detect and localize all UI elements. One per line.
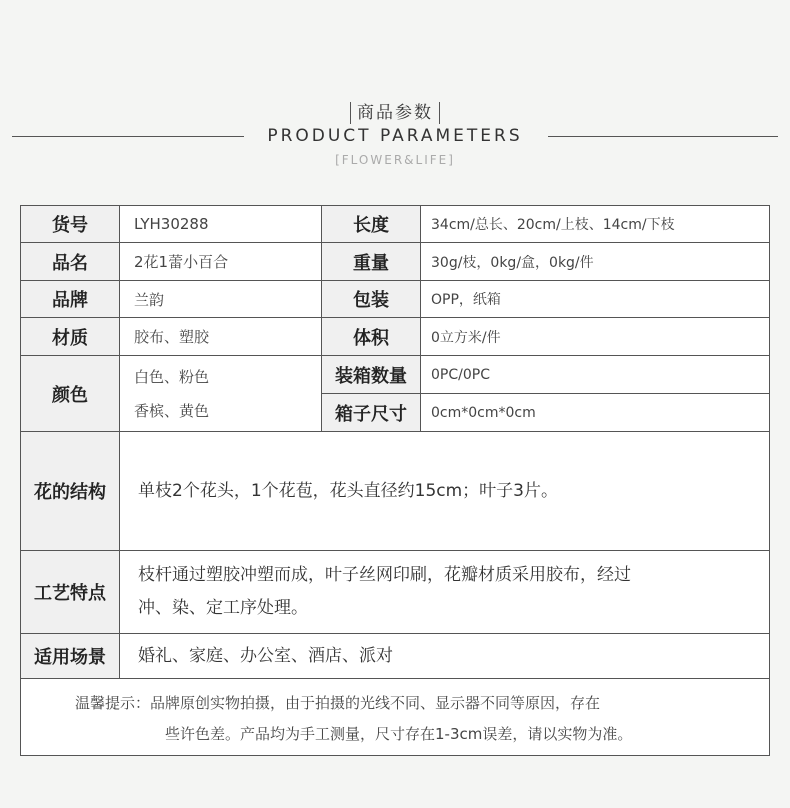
value-weight: 30g/枝，0kg/盒，0kg/件 — [421, 243, 769, 281]
label-flower-structure: 花的结构 — [21, 432, 120, 551]
notice — [21, 679, 771, 757]
color-line-2: 香槟、黄色 — [134, 401, 210, 420]
label-box-quantity: 装箱数量 — [322, 356, 421, 394]
label-color: 颜色 — [21, 356, 120, 432]
title-bar-left — [350, 102, 351, 124]
section-header — [0, 0, 790, 190]
value-brand: 兰韵 — [120, 281, 322, 318]
label-box-size: 箱子尺寸 — [322, 394, 421, 432]
craft-line-2: 冲、染、定工序处理。 — [138, 598, 308, 618]
notice-line-1: 温馨提示：品牌原创实物拍摄，由于拍摄的光线不同、显示器不同等原因，存在 — [75, 694, 601, 712]
value-product-name: 2花1蕾小百合 — [120, 243, 322, 281]
label-length: 长度 — [322, 206, 421, 243]
value-box-size: 0cm*0cm*0cm — [421, 394, 769, 432]
value-material: 胶布、塑胶 — [120, 318, 322, 356]
section-title-en: PRODUCT PARAMETERS — [267, 126, 523, 146]
value-flower-structure: 单枝2个花头，1个花苞，花头直径约15cm；叶子3片。 — [120, 432, 769, 551]
divider-right — [548, 136, 778, 137]
label-item-no: 货号 — [21, 206, 120, 243]
value-packaging: OPP，纸箱 — [421, 281, 769, 318]
value-volume: 0立方米/件 — [421, 318, 769, 356]
value-length: 34cm/总长、20cm/上枝、14cm/下枝 — [421, 206, 769, 243]
label-usage: 适用场景 — [21, 634, 120, 679]
section-subtitle: [FLOWER&LIFE] — [335, 153, 455, 167]
notice-line-2: 些许色差。产品均为手工测量，尺寸存在1-3cm误差，请以实物为准。 — [165, 725, 633, 743]
title-bar-right — [439, 102, 440, 124]
label-volume: 体积 — [322, 318, 421, 356]
value-color — [120, 356, 322, 432]
label-material: 材质 — [21, 318, 120, 356]
label-packaging: 包装 — [322, 281, 421, 318]
value-usage: 婚礼、家庭、办公室、酒店、派对 — [120, 634, 769, 679]
value-craft-features — [120, 551, 769, 634]
label-brand: 品牌 — [21, 281, 120, 318]
label-weight: 重量 — [322, 243, 421, 281]
section-title-cn — [0, 98, 790, 124]
label-craft-features: 工艺特点 — [21, 551, 120, 634]
label-product-name: 品名 — [21, 243, 120, 281]
product-parameters-table — [20, 205, 770, 756]
value-item-no: LYH30288 — [120, 206, 322, 243]
cn-title-text: 商品参数 — [357, 103, 433, 123]
color-line-1: 白色、粉色 — [134, 367, 210, 386]
craft-line-1: 枝杆通过塑胶冲塑而成，叶子丝网印刷，花瓣材质采用胶布，经过 — [138, 565, 631, 585]
value-box-quantity: 0PC/0PC — [421, 356, 769, 394]
